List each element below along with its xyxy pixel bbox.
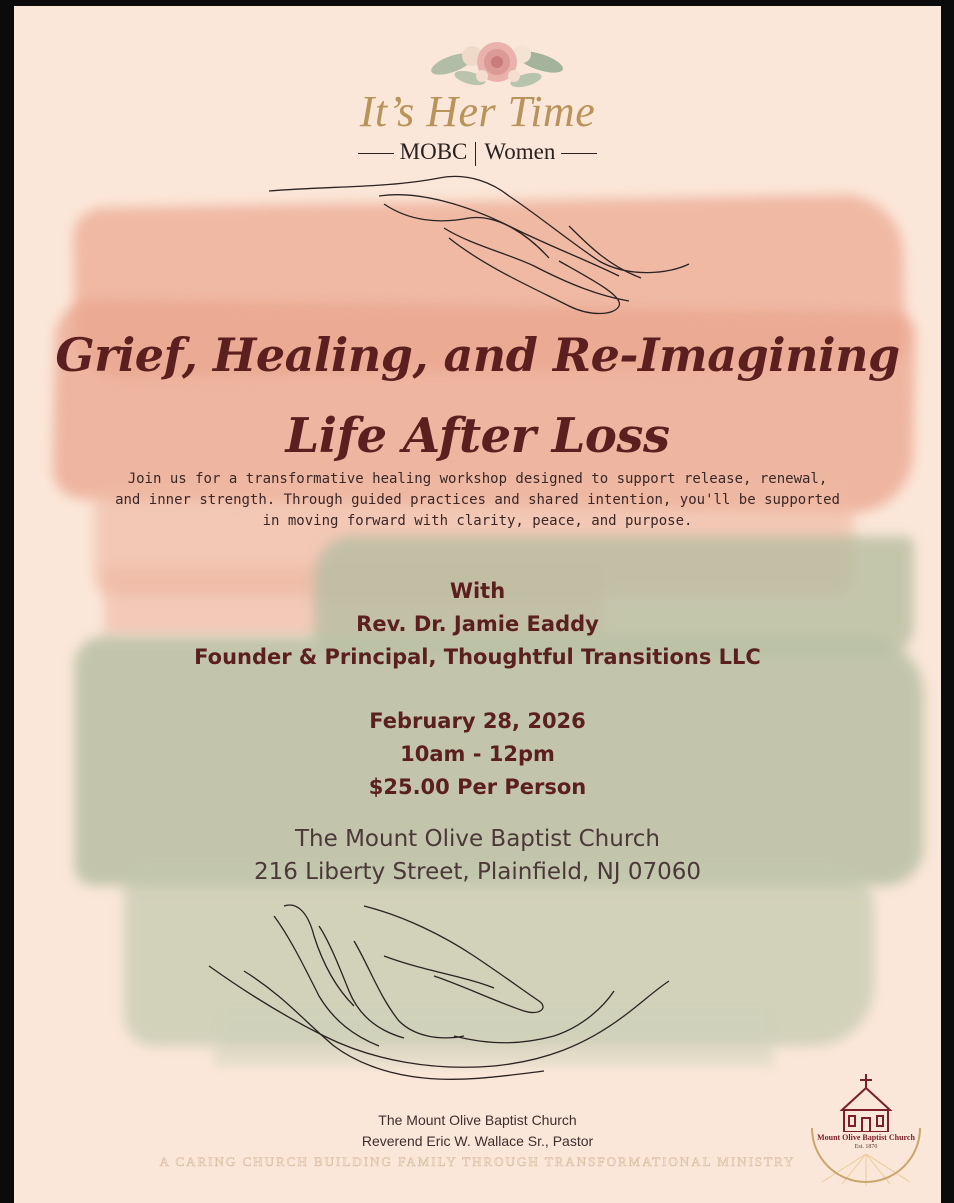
footer-pastor: Reverend Eric W. Wallace Sr., Pastor (361, 1133, 594, 1149)
flyer-page (14, 6, 941, 1203)
venue-name: The Mount Olive Baptist Church (294, 826, 661, 852)
seal-name: Mount Olive Baptist Church (817, 1133, 915, 1142)
speaker-title: Founder & Principal, Thoughtful Transitions LLC (194, 645, 761, 669)
brand-subtitle (14, 139, 941, 166)
divider (561, 153, 597, 154)
footer-tagline: A CARING CHURCH BUILDING FAMILY THROUGH TRANSFORMATIONAL MINISTRY (159, 1154, 796, 1169)
event-description: Join us for a transformative healing workshop designed to support release, renewal, and inner strength. Through guided practices and shared intention, you'll be supported in moving forward with clarity, peace, and purpose. (115, 471, 840, 529)
open-palms-icon (204, 896, 674, 1096)
footer-church-name: The Mount Olive Baptist Church (378, 1112, 577, 1128)
headline-line-1: Grief, Healing, and Re-Imagining (55, 328, 900, 382)
seal-est: Est. 1870 (854, 1144, 878, 1150)
headline-line-2: Life After Loss (285, 408, 670, 464)
event-price: $25.00 Per Person (368, 775, 587, 799)
brand-title: It’s Her Time (359, 87, 596, 136)
brand-sub-left: MOBC (399, 139, 468, 164)
event-time: 10am - 12pm (400, 742, 555, 766)
speaker-name: Rev. Dr. Jamie Eaddy (356, 612, 599, 636)
divider (358, 153, 394, 154)
reaching-hand-icon (269, 166, 699, 326)
event-date: February 28, 2026 (369, 709, 586, 733)
venue-address: 216 Liberty Street, Plainfield, NJ 07060 (253, 859, 702, 885)
divider (475, 142, 476, 166)
brand-sub-right: Women (484, 139, 556, 164)
church-seal-logo (802, 1058, 930, 1186)
speaker-with-label: With (449, 579, 506, 603)
